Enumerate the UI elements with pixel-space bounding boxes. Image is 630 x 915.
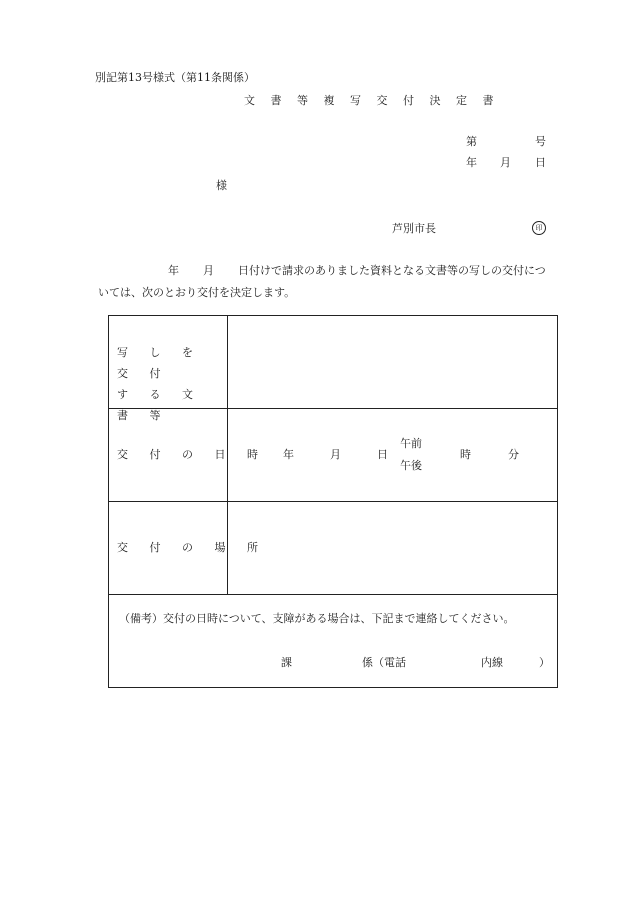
documents-value-cell [228, 316, 558, 409]
addressee-honorific: 様 [216, 179, 227, 192]
number-suffix: 号 [535, 135, 546, 148]
document-title: 文 書 等 複 写 交 付 決 定 書 [244, 94, 500, 107]
note-cell [109, 595, 558, 688]
datetime-year-label: 年 [283, 448, 294, 461]
place-label: 交 付 の 場 所 [117, 541, 267, 554]
number-prefix: 第 [466, 135, 477, 148]
datetime-pm-label: 午後 [400, 459, 422, 472]
table-row-documents [109, 316, 558, 409]
issuer-name: 芦別市長 [392, 222, 436, 235]
seal-icon: 印 [532, 221, 546, 235]
datetime-minute-label: 分 [508, 448, 519, 461]
datetime-month-label: 月 [330, 448, 341, 461]
documents-label-line1: 写 し を 交 付 [117, 346, 202, 380]
contact-close-paren: ） [539, 656, 550, 669]
table-row-datetime [109, 409, 558, 502]
datetime-am-label: 午前 [400, 437, 422, 450]
table-row-note [109, 595, 558, 688]
documents-label-cell [109, 316, 228, 422]
place-value-cell [228, 502, 558, 595]
datetime-label: 交 付 の 日 時 [117, 448, 267, 461]
documents-label-line2: す る 文 書 等 [117, 388, 202, 422]
contact-section-label: 課 [281, 656, 292, 669]
contact-extension-label: 内線 [481, 656, 503, 669]
request-month-label: 月 [203, 264, 214, 277]
date-month-label: 月 [500, 156, 511, 169]
form-reference: 別記第13号様式（第11条関係） [95, 71, 255, 84]
decision-table [108, 315, 558, 688]
datetime-label-cell [109, 409, 267, 502]
request-year-label: 年 [168, 264, 179, 277]
date-year-label: 年 [466, 156, 477, 169]
datetime-hour-label: 時 [460, 448, 471, 461]
body-text-line2: いては、次のとおり交付を決定します。 [98, 286, 296, 299]
table-row-place [109, 502, 558, 595]
contact-phone-label: 係（電話 [362, 656, 406, 669]
date-day-label: 日 [535, 156, 546, 169]
body-text-line1: 日付けで請求のありました資料となる文書等の写しの交付につ [238, 264, 546, 277]
note-text: （備考）交付の日時について、支障がある場合は、下記まで連絡してください。 [119, 612, 515, 625]
datetime-day-label: 日 [377, 448, 388, 461]
place-label-cell [109, 502, 267, 595]
datetime-value-cell [228, 409, 558, 502]
